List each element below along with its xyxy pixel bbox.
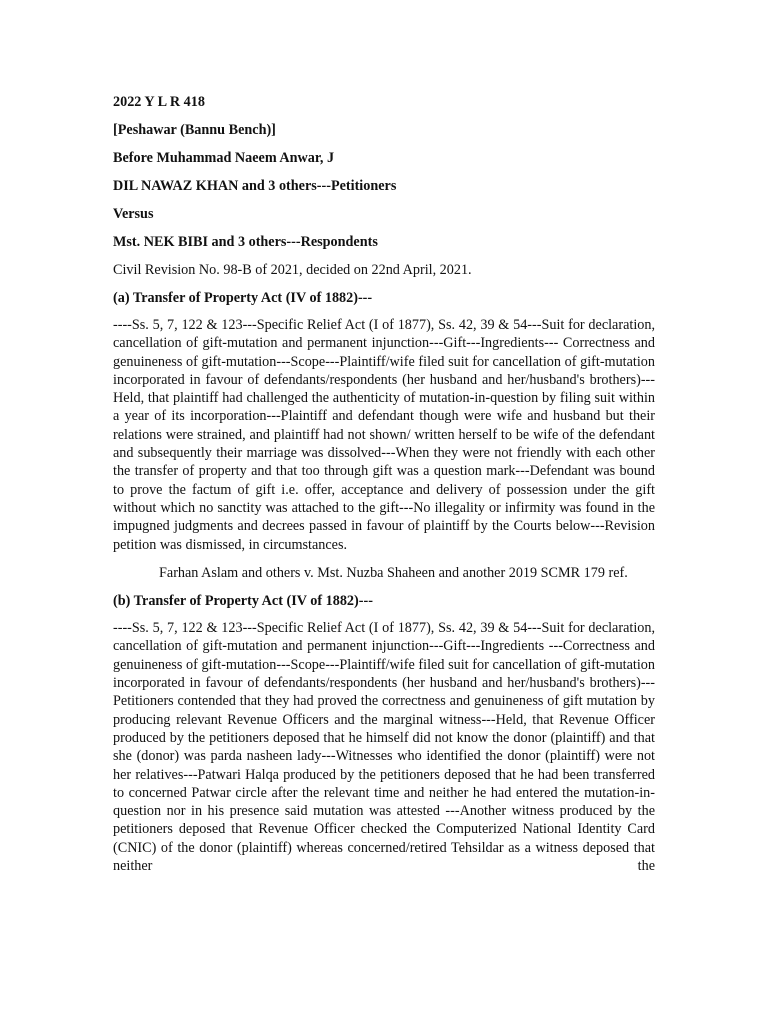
court-name: [Peshawar (Bannu Bench)] (113, 122, 276, 138)
judge-name: Before Muhammad Naeem Anwar, J (113, 150, 335, 166)
case-info: Civil Revision No. 98-B of 2021, decided on 22nd April, 2021. (113, 262, 472, 278)
section-b-heading: (b) Transfer of Property Act (IV of 1882)--- (113, 593, 373, 610)
versus-label: Versus (113, 206, 154, 222)
section-a-body: ----Ss. 5, 7, 122 & 123---Specific Relief Act (I of 1877), Ss. 42, 39 & 54---Suit for declaration, cancellation of gift-mutation and permanent injunction---Gift---Ingredients--- Correctness and genuineness of gift-mutation---Scope---Plaintiff/wife filed suit for cancellation of gift-mutation incorporated in favour of defendants/respondents (her husband and her/husband's brothers)---Held, that plaintiff had challenged the authenticity of mutation-in-question by filing suit within a year of its incorporation---Plaintiff and defendant though were wife and husband but their relations were strained, and plaintiff had not shown/ written herself to be wife of the defendant and subsequently their marriage was dissolved---When they were not friendly with each other the transfer of property and that too through gift was a question mark---Defendant was bound to prove the factum of gift i.e. offer, acceptance and delivery of possession under the gift without which no sanctity was attached to the gift---No illegality or infirmity was found in the impugned judgments and decrees passed in favour of plaintiff by the Courts below---Revision petition was dismissed, in circumstances. (113, 317, 655, 553)
section-b-body: ----Ss. 5, 7, 122 & 123---Specific Relief Act (I of 1877), Ss. 42, 39 & 54---Suit for declaration, cancellation of gift-mutation and permanent injunction---Gift---Ingredients ---Correctness and genuineness of gift-mutation---Scope---Plaintiff/wife filed suit for cancellation of gift-mutation incorporated in favour of defendants/respondents (her husband and her/husband's brothers)---Petitioners contended that they had proved the correctness and genuineness of gift mutation by producing relevant Revenue Officers and the marginal witness---Held, that Revenue Officer produced by the petitioners deposed that he himself did not know the donor (plaintiff) and that she (donor) was parda nasheen lady---Witnesses who identified the donor (plaintiff) were not her relatives---Patwari Halqa produced by the petitioners deposed that he had been transferred to concerned Patwar circle after the relevant time and neither he had entered the mutation-in-question nor in his presence said mutation was attested ---Another witness produced by the petitioners deposed that Revenue Officer checked the Computerized National Identity Card (CNIC) of the donor (plaintiff) whereas concerned/retired Tehsildar as a witness deposed that neither the (113, 620, 655, 875)
respondents: Mst. NEK BIBI and 3 others---Respondents (113, 234, 378, 250)
judgment-page (113, 92, 655, 885)
citation: 2022 Y L R 418 (113, 94, 205, 110)
section-a-heading: (a) Transfer of Property Act (IV of 1882)--- (113, 290, 373, 306)
section-a-reference: Farhan Aslam and others v. Mst. Nuzba Shaheen and another 2019 SCMR 179 ref. (159, 564, 628, 581)
petitioners: DIL NAWAZ KHAN and 3 others---Petitioners (113, 178, 397, 194)
